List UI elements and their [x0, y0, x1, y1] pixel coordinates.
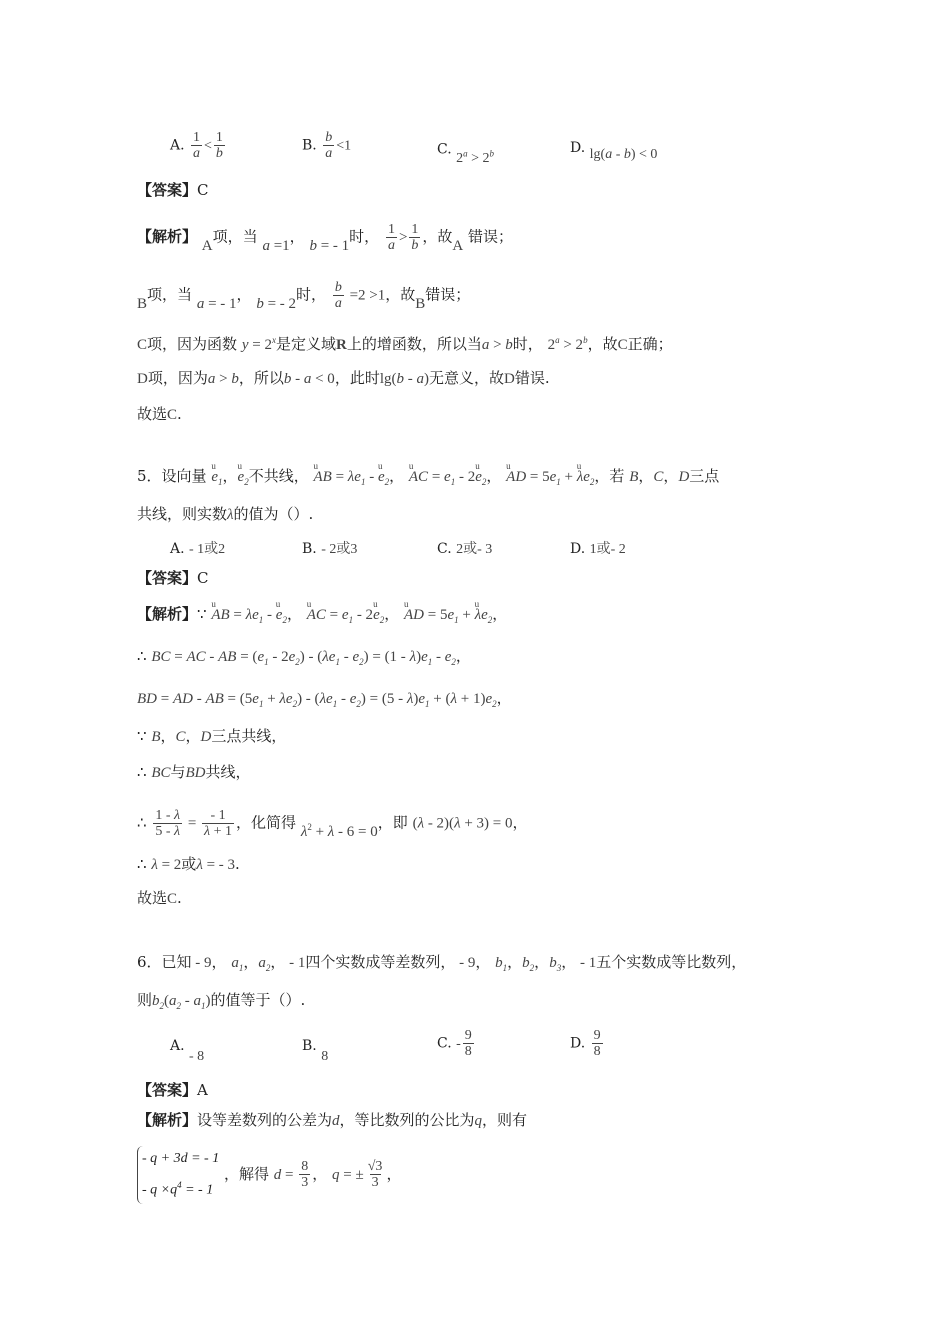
q6-option-a: A. - 8 — [170, 1038, 205, 1064]
q6-option-b: B. 8 — [302, 1038, 329, 1064]
q5-option-b: B. - 2或3 — [302, 541, 358, 557]
q5-option-d: D. 1或- 2 — [570, 541, 626, 557]
q6-option-c: C. - $\frac{9}{8}$ — [437, 1028, 472, 1059]
q5-analysis-7: ∴ λ = 2或λ = - 3. — [137, 855, 240, 873]
equation-system: - q + 3d = - 1 - $q \times q^4$ = - 1 — [137, 1146, 219, 1204]
q6-answer: 【答案】A — [137, 1081, 208, 1099]
q5-option-c: C. 2或- 3 — [437, 541, 493, 557]
q5-answer: 【答案】C — [137, 569, 209, 587]
q4-analysis-d: D项，因为a > b，所以b - a < 0，此时lg(b - a)无意义，故D错误. — [137, 369, 550, 387]
q5-conclusion: 故选C. — [137, 889, 182, 907]
q4-answer: 【答案】C — [137, 181, 209, 199]
q5-analysis-3: BD = AD - AB = $(5e_1 + \lambda e_2) - (\lambda e_1 - e_2) = (5 - \lambda)e_1 + (\lambda + 1)e_2$， — [137, 689, 512, 709]
q6-stem-line2: 则$b_2(a_2 - a_1)$的值等于（）. — [137, 991, 306, 1011]
q5-analysis-4: ∵ B，C，D三点共线， — [137, 727, 287, 745]
q5-analysis-5: ∴ BC与BD共线， — [137, 763, 251, 781]
q6-option-d: D. $\frac{9}{8}$ — [570, 1028, 601, 1059]
q4-analysis-c: C项，因为函数 $y = 2^x$是定义域R上的增函数，所以当a > b时， $2^a > 2^b$，故C正确； — [137, 335, 673, 353]
q4-option-c: C. $2^a > 2^b$ — [437, 141, 495, 166]
q4-option-d: D. lg(a - b) < 0 — [570, 140, 658, 162]
q4-analysis-b: B项，当 a = - 1， b = - 2时， $\frac{b}{a}$ =2 >1，故B错误； — [137, 280, 471, 312]
q5-stem-line1: 5．设向量 u $e_1$，u $e_2$不共线， u AB = $\lambda e_1$ - u $e_2$， u AC = $e_1 - 2u$ $e_2$， u AD = $5e_1 + u$ $\lambda e_2$，若 B，C，D三点 — [137, 466, 719, 492]
q4-analysis-a: 【解析】 A项，当 a =1， b = - 1时， $\frac{1}{a}$ > $\frac{1}{b}$ ，故A 错误； — [137, 222, 514, 254]
q5-analysis-2: ∴ BC = AC - AB = $(e_1 - 2e_2) - (\lambda e_1 - e_2) = (1 - \lambda)e_1 - e_2$， — [137, 647, 471, 667]
q4-option-a: A. $\frac{1}{a}$ < $\frac{1}{b}$ — [170, 130, 223, 161]
q5-analysis-6: ∴ $\frac{1 - \lambda}{5 - \lambda}$ = $\frac{- 1}{\lambda + 1}$ ，化简得 $\lambda^2 + \lambda - 6 = 0$，即 (λ - 2)(λ + 3) = 0， — [137, 808, 528, 840]
q5-option-a: A. - 1或2 — [170, 541, 226, 557]
q6-analysis-1: 【解析】设等差数列的公差为d，等比数列的公比为q，则有 — [137, 1111, 528, 1129]
q5-stem-line2: 共线，则实数λ的值为（）. — [137, 505, 314, 523]
q6-stem-line1: 6．已知 - 9， $a_1$，$a_2$， - 1四个实数成等差数列， - 9， $b_1$，$b_2$，$b_3$， - 1五个实数成等比数列， — [137, 953, 747, 973]
q4-conclusion: 故选C. — [137, 405, 182, 423]
q5-analysis-1: 【解析】∵ u AB = $\lambda e_1$ - u $e_2$， u AC = $e_1 - 2u$ $e_2$， u AD = $5e_1 + u$ $\lambda e_2$， — [137, 604, 507, 630]
q6-analysis-2: - q + 3d = - 1 - $q \times q^4$ = - 1 ，解得 d = $\frac{8}{3}$ ， q = ± $\frac{√3}{3}$ ， — [137, 1146, 401, 1204]
q4-option-b: B. $\frac{b}{a}$ <1 — [302, 130, 352, 161]
